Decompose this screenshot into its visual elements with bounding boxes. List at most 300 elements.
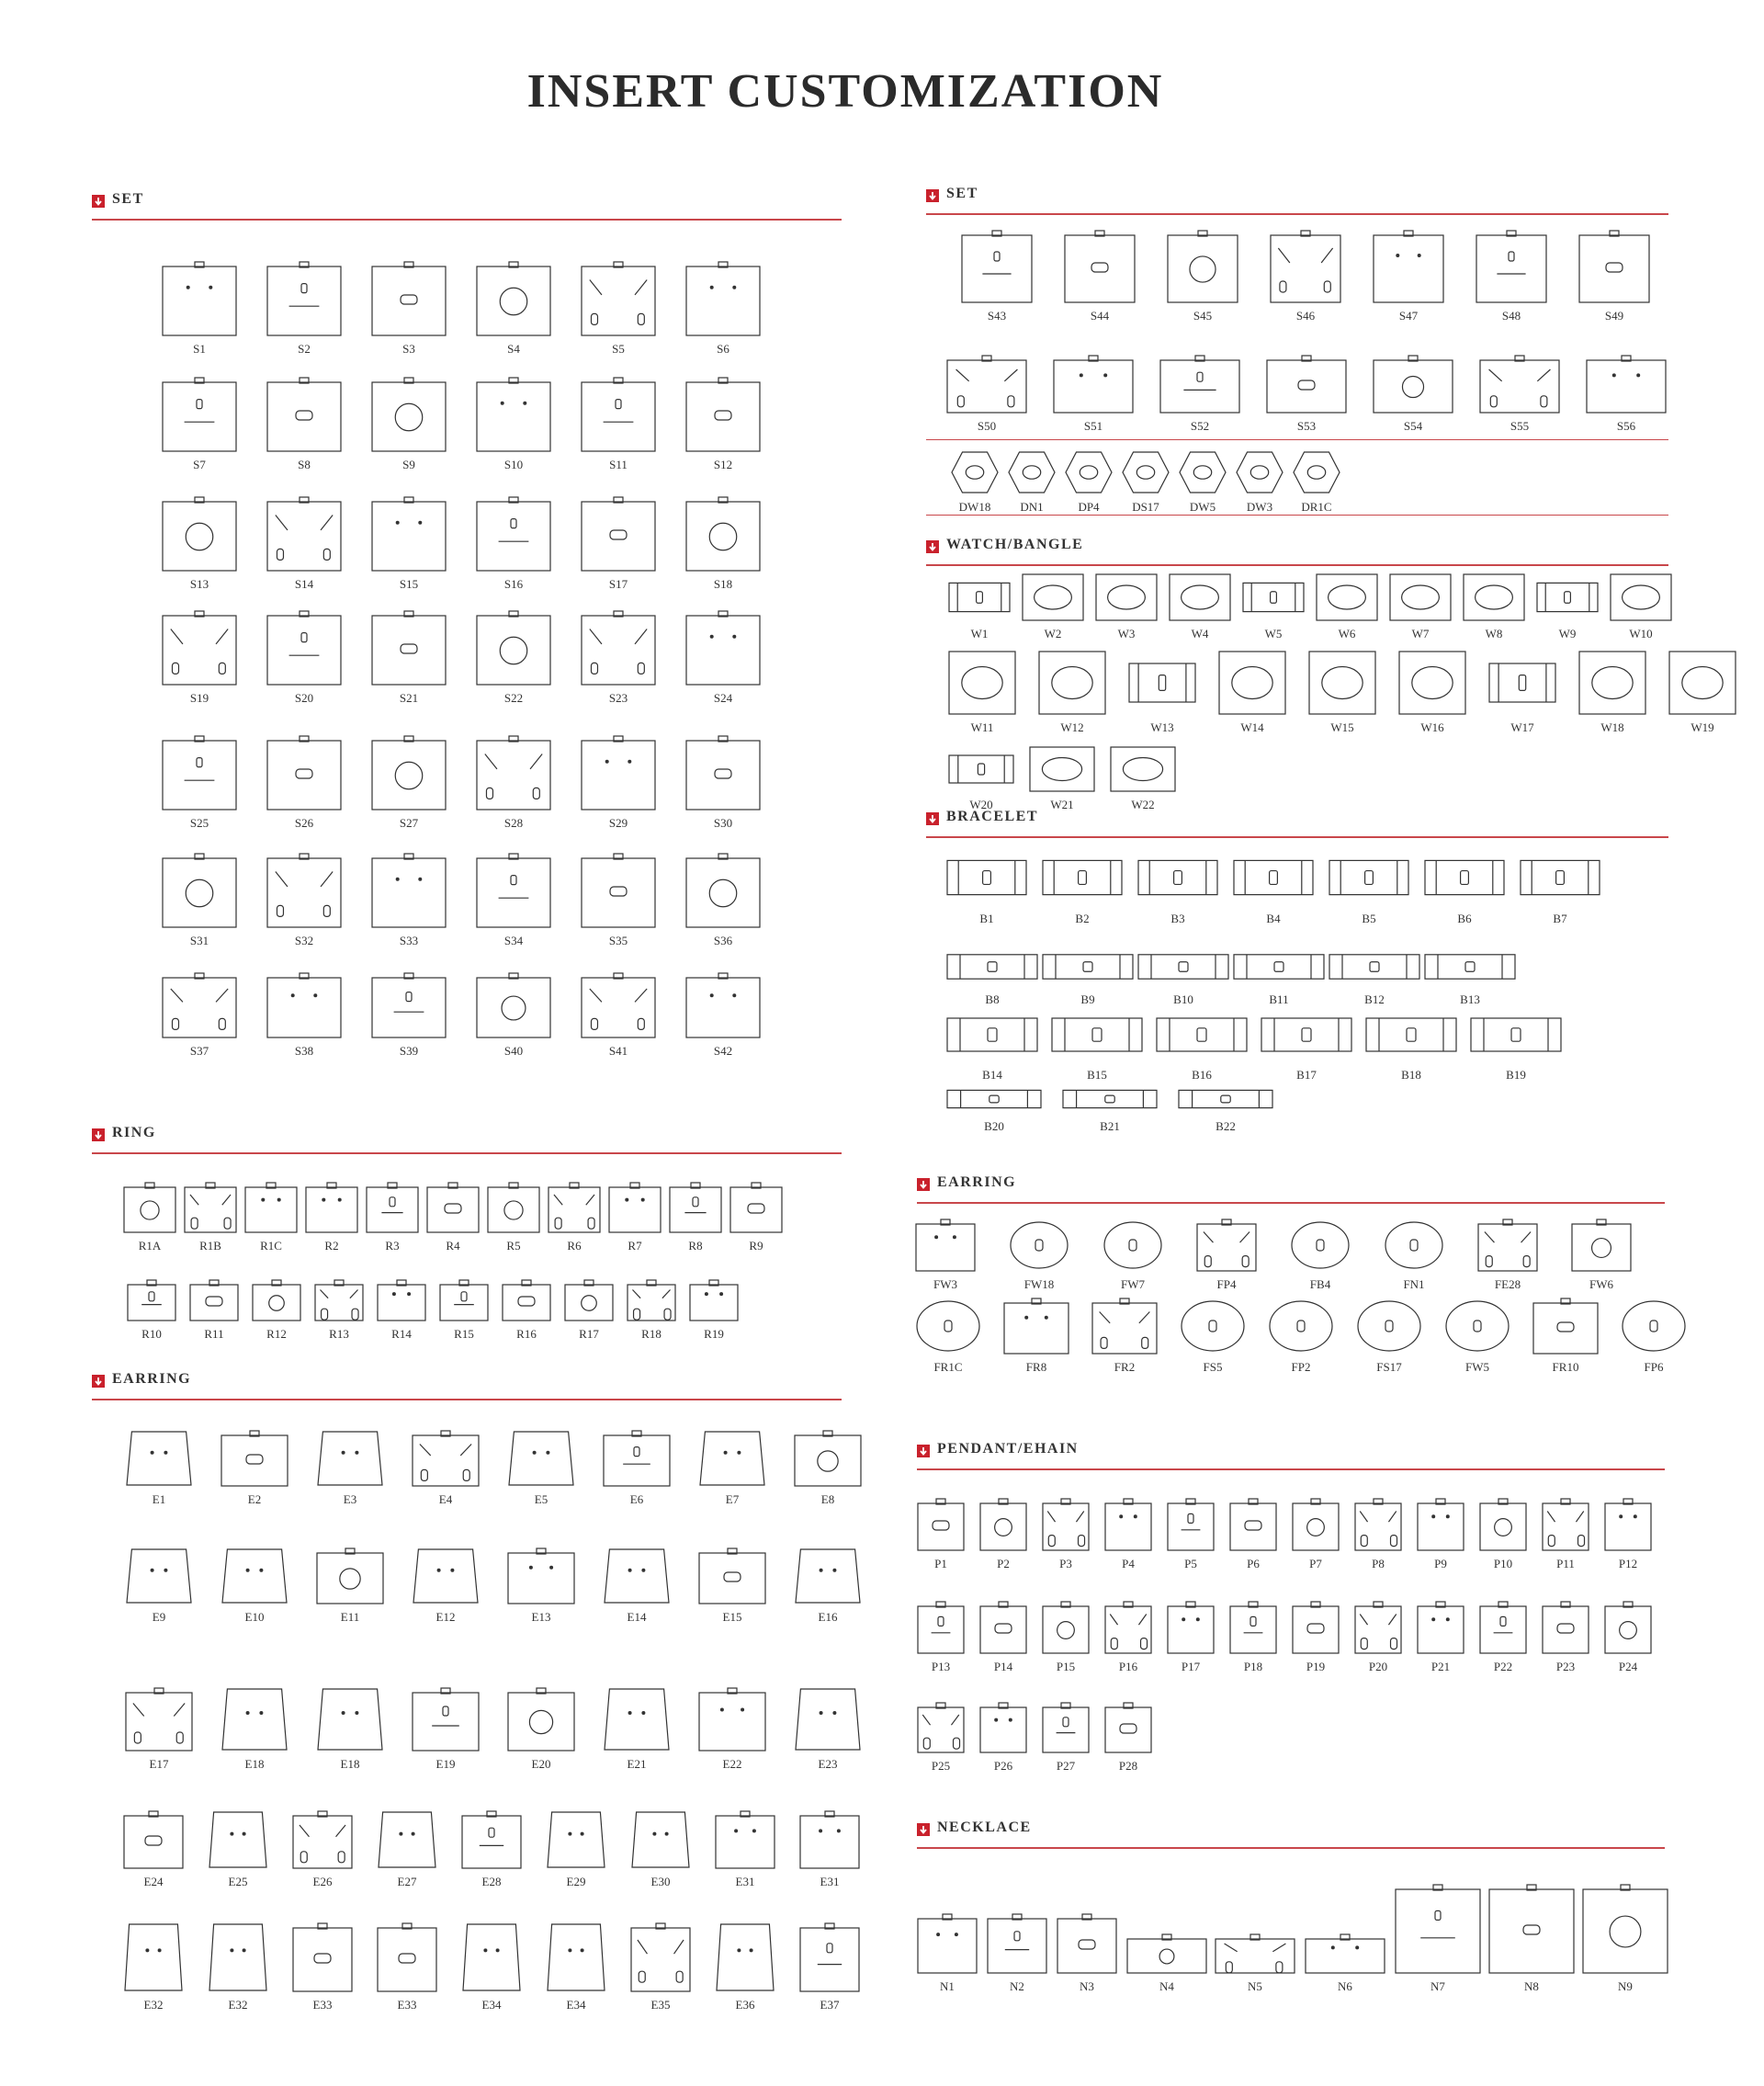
insert-outline-icon <box>548 1182 601 1238</box>
insert-item <box>630 1922 691 2014</box>
item-code: P25 <box>931 1759 951 1773</box>
insert-outline-icon <box>1604 1601 1652 1659</box>
insert-outline-icon <box>377 1279 426 1326</box>
insert-item <box>162 261 237 358</box>
insert-outline-icon <box>1424 849 1505 911</box>
insert-item <box>948 746 1014 814</box>
item-code: E1 <box>152 1492 166 1506</box>
section-title: SET <box>946 186 978 201</box>
insert-item <box>1542 1498 1589 1573</box>
insert-outline-icon <box>252 1279 301 1326</box>
insert-item <box>1488 1884 1575 1996</box>
section-header-set-left <box>92 191 842 221</box>
insert-item <box>1463 573 1525 643</box>
item-code: E28 <box>481 1875 502 1888</box>
insert-outline-icon <box>208 1922 268 1997</box>
item-code: P5 <box>1184 1557 1197 1570</box>
insert-outline-icon <box>1261 1007 1352 1067</box>
item-code: FW18 <box>1023 1277 1055 1291</box>
item-code: E15 <box>722 1610 742 1624</box>
item-code: E13 <box>531 1610 551 1624</box>
insert-outline-icon <box>316 1430 384 1491</box>
insert-item <box>316 1430 384 1509</box>
section-title: SET <box>112 191 144 207</box>
insert-outline-icon <box>1229 1601 1277 1659</box>
item-code: S37 <box>189 1044 209 1058</box>
insert-item <box>979 1601 1027 1676</box>
item-code: P3 <box>1059 1557 1072 1570</box>
item-code: S5 <box>612 342 625 356</box>
item-code: B8 <box>985 992 1000 1006</box>
item-code: P10 <box>1493 1557 1513 1570</box>
insert-outline-icon <box>1053 355 1134 418</box>
insert-outline-icon <box>915 1219 976 1276</box>
insert-outline-icon <box>371 853 447 933</box>
item-code: S34 <box>503 934 524 947</box>
insert-outline-icon <box>1104 1601 1152 1659</box>
item-code: E5 <box>534 1492 548 1506</box>
insert-item <box>1329 849 1409 928</box>
insert-outline-icon <box>1384 1219 1444 1276</box>
insert-outline-icon <box>220 1430 288 1491</box>
insert-outline-icon <box>1316 573 1378 626</box>
item-code: P16 <box>1118 1660 1138 1673</box>
insert-item <box>476 377 551 474</box>
item-code: DP4 <box>1078 500 1100 514</box>
item-code: S39 <box>399 1044 419 1058</box>
insert-item <box>371 853 447 950</box>
insert-item <box>266 735 342 833</box>
insert-item <box>794 1430 862 1509</box>
insert-item <box>603 1547 671 1627</box>
item-code: S21 <box>399 691 419 705</box>
insert-item <box>371 377 447 474</box>
insert-item <box>685 735 761 833</box>
insert-outline-icon <box>1042 1498 1090 1556</box>
insert-item <box>946 1084 1042 1136</box>
insert-item <box>581 261 656 358</box>
item-code: W3 <box>1117 627 1136 641</box>
insert-outline-icon <box>371 496 447 576</box>
item-code: S54 <box>1403 419 1423 433</box>
item-code: W15 <box>1330 720 1354 734</box>
insert-outline-icon <box>1029 746 1095 797</box>
insert-outline-icon <box>1520 849 1600 911</box>
red-down-arrow-icon <box>926 540 939 553</box>
insert-outline-icon <box>162 972 237 1043</box>
insert-item <box>162 735 237 833</box>
item-code: S32 <box>294 934 314 947</box>
insert-item <box>476 261 551 358</box>
insert-item <box>412 1430 480 1509</box>
insert-item <box>1373 230 1444 325</box>
insert-item <box>507 1547 575 1627</box>
insert-outline-icon <box>266 735 342 815</box>
item-code: N9 <box>1618 1979 1633 1993</box>
insert-outline-icon <box>1062 1084 1158 1118</box>
item-code: E33 <box>397 1998 417 2012</box>
item-code: S47 <box>1398 309 1419 323</box>
item-code: W8 <box>1485 627 1503 641</box>
insert-item <box>564 1279 614 1343</box>
insert-outline-icon <box>1542 1498 1589 1556</box>
item-code: W9 <box>1558 627 1577 641</box>
insert-item <box>125 1687 193 1774</box>
item-code: R3 <box>385 1239 400 1253</box>
item-code: S28 <box>503 816 524 830</box>
insert-item <box>162 377 237 474</box>
insert-outline-icon <box>377 1922 437 1997</box>
insert-item <box>1621 1298 1687 1377</box>
item-code: FR10 <box>1552 1360 1579 1374</box>
insert-outline-icon <box>794 1430 862 1491</box>
section-header-ring <box>92 1125 842 1154</box>
insert-outline-icon <box>1610 573 1672 626</box>
insert-outline-icon <box>1095 573 1158 626</box>
item-code: DW18 <box>958 500 991 514</box>
insert-item <box>1578 651 1646 737</box>
item-code: S20 <box>294 691 314 705</box>
insert-item <box>1104 1498 1152 1573</box>
red-down-arrow-icon <box>92 195 105 208</box>
item-code: E8 <box>820 1492 835 1506</box>
insert-outline-icon <box>979 1498 1027 1556</box>
insert-outline-icon <box>1167 230 1238 308</box>
insert-item <box>502 1279 551 1343</box>
insert-outline-icon <box>1064 230 1136 308</box>
item-code: W12 <box>1060 720 1084 734</box>
item-code: P23 <box>1555 1660 1576 1673</box>
insert-outline-icon <box>1218 651 1286 720</box>
item-code: E32 <box>228 1998 248 2012</box>
insert-outline-icon <box>917 1498 965 1556</box>
insert-outline-icon <box>1305 1933 1385 1978</box>
insert-outline-icon <box>184 1182 237 1238</box>
insert-outline-icon <box>546 1810 606 1874</box>
insert-outline-icon <box>1051 1007 1143 1067</box>
item-code: P24 <box>1618 1660 1638 1673</box>
item-code: W6 <box>1338 627 1356 641</box>
item-code: S36 <box>713 934 733 947</box>
item-code: B20 <box>984 1119 1004 1133</box>
item-code: N3 <box>1080 1979 1094 1993</box>
insert-item <box>1167 1601 1215 1676</box>
insert-outline-icon <box>1091 1298 1158 1359</box>
insert-item <box>1178 1084 1273 1136</box>
insert-outline-icon <box>581 853 656 933</box>
item-code: R12 <box>266 1327 287 1341</box>
insert-outline-icon <box>162 261 237 341</box>
red-down-arrow-icon <box>92 1375 105 1388</box>
item-code: FS5 <box>1203 1360 1223 1374</box>
item-code: W17 <box>1510 720 1534 734</box>
item-code: S17 <box>608 577 628 591</box>
insert-item <box>461 1922 522 2014</box>
insert-outline-icon <box>1621 1298 1687 1359</box>
item-code: W4 <box>1191 627 1209 641</box>
insert-outline-icon <box>125 1430 193 1491</box>
insert-item <box>698 1430 766 1509</box>
item-code: R2 <box>324 1239 339 1253</box>
insert-item <box>266 377 342 474</box>
insert-outline-icon <box>305 1182 358 1238</box>
insert-item <box>1104 1601 1152 1676</box>
insert-outline-icon <box>1022 573 1084 626</box>
item-code: S11 <box>609 458 628 471</box>
insert-item <box>1268 1298 1334 1377</box>
item-code: W18 <box>1600 720 1624 734</box>
insert-outline-icon <box>314 1279 364 1326</box>
item-code: E30 <box>650 1875 671 1888</box>
insert-outline-icon <box>698 1430 766 1491</box>
insert-outline-icon <box>371 261 447 341</box>
insert-item <box>794 1687 862 1774</box>
insert-item <box>316 1687 384 1774</box>
insert-item <box>371 735 447 833</box>
insert-outline-icon <box>1169 573 1231 626</box>
insert-item <box>685 610 761 708</box>
insert-item <box>1356 1298 1422 1377</box>
insert-outline-icon <box>564 1279 614 1326</box>
item-code: S25 <box>189 816 209 830</box>
item-code: R4 <box>446 1239 460 1253</box>
red-down-arrow-icon <box>917 1823 930 1836</box>
item-code: S44 <box>1090 309 1110 323</box>
insert-item <box>507 1430 575 1509</box>
insert-outline-icon <box>476 610 551 690</box>
insert-outline-icon <box>948 651 1016 720</box>
insert-item <box>1091 1298 1158 1377</box>
item-code: B17 <box>1296 1068 1317 1082</box>
item-code: W21 <box>1050 798 1074 811</box>
insert-outline-icon <box>125 1547 193 1609</box>
insert-item <box>698 1687 766 1774</box>
insert-item <box>189 1279 239 1343</box>
insert-outline-icon <box>1417 1601 1464 1659</box>
item-code: FW6 <box>1589 1277 1613 1291</box>
insert-outline-icon <box>461 1922 522 1997</box>
insert-outline-icon <box>1064 450 1114 499</box>
insert-outline-icon <box>581 735 656 815</box>
insert-outline-icon <box>1159 355 1240 418</box>
item-code: E16 <box>818 1610 838 1624</box>
item-code: P8 <box>1372 1557 1385 1570</box>
item-code: E4 <box>438 1492 453 1506</box>
insert-outline-icon <box>476 735 551 815</box>
item-code: P22 <box>1493 1660 1513 1673</box>
item-code: S15 <box>399 577 419 591</box>
insert-item <box>476 735 551 833</box>
section-title: EARRING <box>112 1371 192 1387</box>
insert-outline-icon <box>371 610 447 690</box>
insert-outline-icon <box>266 261 342 341</box>
insert-outline-icon <box>1233 849 1314 911</box>
section-divider <box>926 439 1668 440</box>
section-header-earring-right <box>917 1174 1665 1204</box>
insert-outline-icon <box>685 735 761 815</box>
item-code: S12 <box>713 458 733 471</box>
insert-item <box>603 1430 671 1509</box>
insert-outline-icon <box>1167 1498 1215 1556</box>
item-code: R1B <box>199 1239 221 1253</box>
item-code: N2 <box>1010 1979 1024 1993</box>
insert-item <box>1042 1601 1090 1676</box>
item-code: S19 <box>189 691 209 705</box>
insert-outline-icon <box>1057 1913 1117 1978</box>
section-header-watch <box>926 537 1668 566</box>
insert-item <box>689 1279 739 1343</box>
section-title: RING <box>112 1125 156 1140</box>
item-code: W14 <box>1240 720 1264 734</box>
insert-outline-icon <box>685 610 761 690</box>
insert-outline-icon <box>1110 746 1176 797</box>
item-code: N4 <box>1159 1979 1174 1993</box>
insert-outline-icon <box>476 496 551 576</box>
item-code: S4 <box>507 342 520 356</box>
insert-outline-icon <box>316 1687 384 1756</box>
insert-item <box>1444 1298 1510 1377</box>
item-code: W20 <box>969 798 993 811</box>
insert-outline-icon <box>461 1810 522 1874</box>
item-code: S51 <box>1083 419 1103 433</box>
item-code: S45 <box>1193 309 1213 323</box>
insert-outline-icon <box>162 853 237 933</box>
item-code: N7 <box>1430 1979 1445 1993</box>
insert-outline-icon <box>729 1182 783 1238</box>
insert-item <box>220 1547 288 1627</box>
section-header-pendant <box>917 1441 1665 1470</box>
insert-outline-icon <box>948 573 1011 626</box>
insert-outline-icon <box>948 746 1014 797</box>
insert-item <box>412 1547 480 1627</box>
insert-item <box>476 496 551 594</box>
item-code: S27 <box>399 816 419 830</box>
insert-outline-icon <box>476 853 551 933</box>
insert-item <box>476 972 551 1060</box>
item-code: S10 <box>503 458 524 471</box>
insert-outline-icon <box>794 1547 862 1609</box>
section-header-set-right <box>926 186 1668 215</box>
insert-outline-icon <box>917 1913 978 1978</box>
insert-item <box>1610 573 1672 643</box>
insert-item <box>252 1279 301 1343</box>
insert-outline-icon <box>476 377 551 457</box>
item-code: DR1C <box>1301 500 1332 514</box>
insert-item <box>1042 1702 1090 1775</box>
insert-outline-icon <box>1395 1884 1481 1978</box>
insert-item <box>1042 1498 1090 1573</box>
item-code: S31 <box>189 934 209 947</box>
insert-outline-icon <box>603 1687 671 1756</box>
item-code: R6 <box>567 1239 582 1253</box>
insert-item <box>1604 1498 1652 1573</box>
item-code: W1 <box>970 627 989 641</box>
item-code: S50 <box>977 419 997 433</box>
item-code: E27 <box>397 1875 417 1888</box>
insert-outline-icon <box>1042 849 1123 911</box>
item-code: R10 <box>141 1327 162 1341</box>
insert-item <box>1242 573 1305 643</box>
insert-item <box>581 735 656 833</box>
item-code: P18 <box>1243 1660 1263 1673</box>
insert-item <box>1582 1884 1668 1996</box>
insert-item <box>917 1702 965 1775</box>
insert-outline-icon <box>1542 1601 1589 1659</box>
insert-outline-icon <box>915 1298 981 1359</box>
item-code: E14 <box>627 1610 647 1624</box>
item-code: E10 <box>244 1610 265 1624</box>
item-code: P20 <box>1368 1660 1388 1673</box>
item-code: FW5 <box>1465 1360 1489 1374</box>
insert-item <box>915 1219 976 1294</box>
item-code: B16 <box>1192 1068 1212 1082</box>
item-code: E3 <box>343 1492 357 1506</box>
insert-outline-icon <box>476 261 551 341</box>
item-code: B9 <box>1080 992 1095 1006</box>
insert-item <box>220 1430 288 1509</box>
insert-outline-icon <box>685 496 761 576</box>
insert-item <box>1218 651 1286 737</box>
item-code: P12 <box>1618 1557 1638 1570</box>
item-code: R15 <box>454 1327 474 1341</box>
section-header-necklace <box>917 1820 1665 1849</box>
insert-item <box>123 1810 184 1891</box>
insert-outline-icon <box>794 1687 862 1756</box>
item-code: S14 <box>294 577 314 591</box>
insert-outline-icon <box>979 1601 1027 1659</box>
insert-item <box>1354 1601 1402 1676</box>
insert-item <box>371 496 447 594</box>
insert-item <box>1156 1007 1248 1084</box>
item-code: B4 <box>1266 912 1281 925</box>
item-code: S41 <box>608 1044 628 1058</box>
item-code: R17 <box>579 1327 599 1341</box>
item-code: B18 <box>1401 1068 1421 1082</box>
insert-outline-icon <box>1128 651 1196 720</box>
item-code: B10 <box>1173 992 1193 1006</box>
insert-item <box>685 853 761 950</box>
item-code: E32 <box>143 1998 164 2012</box>
insert-item <box>1477 1219 1538 1294</box>
red-down-arrow-icon <box>926 189 939 202</box>
insert-item <box>1424 849 1505 928</box>
insert-outline-icon <box>123 1182 176 1238</box>
insert-item <box>1022 573 1084 643</box>
insert-item <box>1536 573 1599 643</box>
item-code: S26 <box>294 816 314 830</box>
insert-item <box>220 1687 288 1774</box>
insert-item <box>461 1810 522 1891</box>
insert-outline-icon <box>1373 355 1453 418</box>
insert-item <box>1292 450 1341 516</box>
item-code: B13 <box>1460 992 1480 1006</box>
insert-outline-icon <box>1354 1498 1402 1556</box>
red-down-arrow-icon <box>917 1178 930 1191</box>
item-code: P27 <box>1056 1759 1076 1773</box>
item-code: E18 <box>340 1757 360 1771</box>
item-code: P15 <box>1056 1660 1076 1673</box>
item-code: FP6 <box>1644 1360 1664 1374</box>
insert-outline-icon <box>220 1547 288 1609</box>
insert-outline-icon <box>917 1702 965 1758</box>
insert-item <box>127 1279 176 1343</box>
item-code: FW7 <box>1121 1277 1145 1291</box>
insert-outline-icon <box>1463 573 1525 626</box>
insert-item <box>603 1687 671 1774</box>
insert-outline-icon <box>1292 1498 1340 1556</box>
insert-outline-icon <box>685 972 761 1043</box>
item-code: R14 <box>391 1327 412 1341</box>
